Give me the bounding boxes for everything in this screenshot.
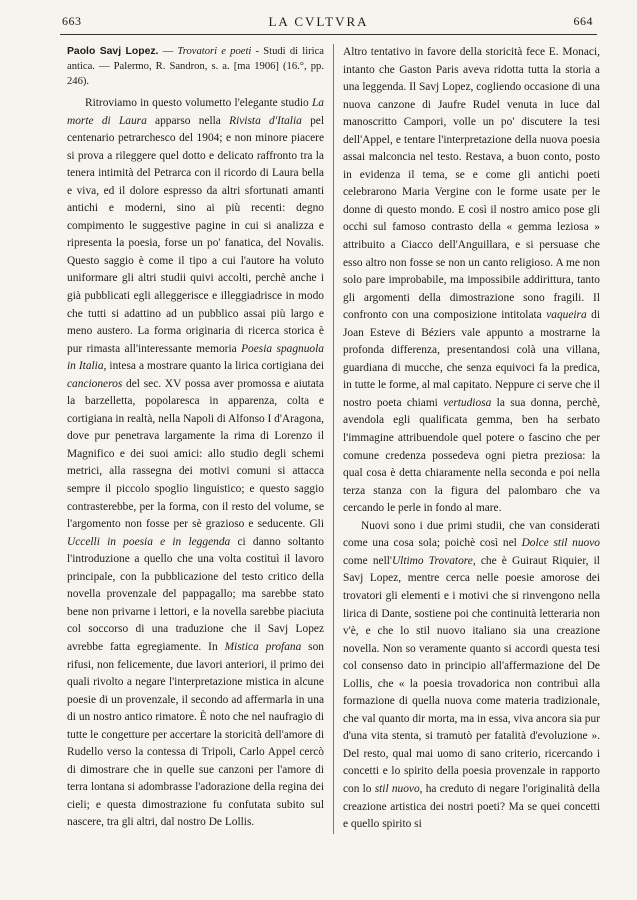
italic-term: cancioneros <box>67 377 123 390</box>
entry-dash: — <box>158 46 178 57</box>
page-number-right: 664 <box>573 14 593 28</box>
text-run: Ritroviamo in questo volumetto l'elegante studio <box>85 97 312 109</box>
italic-title: Ultimo Trovatore, <box>391 554 476 567</box>
italic-term: stil nuovo, <box>374 782 423 795</box>
text-run: la sua donna, perchè, avendola egli qualificata gemma, ben ha serbato l'immagine attribuendole quel potere o fascino che per comune credenza possedeva ogni pietra preziosa: la qual cosa è detta chiaramente nella seconda e poi nella terza stanza con la figura del palombaro che va cercando le perle in fondo al mare. <box>343 396 600 515</box>
entry-author: Paolo Savj Lopez. <box>67 46 159 57</box>
text-run: che è Guiraut Riquier, il Savj Lopez, mentre cerca nelle poesie amorose dei trovatori gli elementi e i motivi che si rinvengono nella lirica di Dante, sostiene poi che continuità letteraria non v'è, e che lo stil nuovo italiano sia una creazione novella. Non so veramente quanto si accordi questa tesi col consenso dato in principio all'affermazione del De Lollis, che « la poesia trovadorica non contribuì alla formazione di quella nuova come materia tradizionale, che val quanto dir morta, ma in essa, viva ancora sia pur d'una vita stenta, si tramutò per fatalità d'evoluzione ». Del resto, qual mai uomo di sano criterio, ricercando i concetti e lo spirito della poesia provenzale in rapporto con lo <box>343 554 600 795</box>
italic-title: Uccelli in poesia e in leggenda <box>67 535 231 548</box>
right-column <box>343 44 600 834</box>
text-run: apparso nella <box>146 114 230 127</box>
italic-title: Rivista d'Italia <box>229 114 302 127</box>
text-run: di Joan Esteve di Béziers vale appunto a mostrarne la profonda differenza, presentandosi colà una villana, guardiana di mucche, che senza equivoci fa la predica, in tutte le forme, al mal capitato. Neppure ci serve che il nostro poeta chiami <box>343 309 600 409</box>
bibliographic-entry <box>67 44 324 89</box>
text-run: ha creduto di negare l'originalità della creazione artistica dei nostri poeti? Ma se quei concetti e quello spirito si <box>343 782 600 831</box>
text-run: pel centenario petrarchesco del 1904; e non minore piacere si prova a rileggere quel dotto e delicato raffronto tra la tenera intimità del Petrarca con il ricordo di Laura bella e viva, ed il dolore espresso da altri sfortunati amanti antichi e moderni, sino ai più recenti: degno compimento le suggestive pagine in cui si analizza e ripresenta la poesia, forse un po' fanatica, del Novalis. Questo saggio è come il tipo a cui l'autore ha voluto uniformare gli altri studii quivi accolti, perchè anche i già pubblicati egli alleggerisce e illeggiadrisce in modo che tutti si adattino ad un pubblico assai più largo e meno austero. La forma originaria di ricerca storica è pur rimasta all'interessante memoria <box>67 114 324 355</box>
italic-title: Mistica profana <box>224 640 302 653</box>
review-paragraph-1 <box>67 95 324 832</box>
text-run: del sec. XV possa aver promossa e aiutata la barzelletta, popolaresca in apparenza, colta e cortigiana in realtà, nella Napoli di Alfonso I d'Aragona, dove pur penetrava largamente la rima di Lorenzo il Magnifico e dei suoi amici: allo studio degli schemi metrici, alla rassegna dei motivi comuni si attacca sempre il piccolo spoglio linguistico; e questo saggio contrasterebbe, per la forma, con il resto del volume, se l'argomento non fosse per sè grazioso e seducente. Gli <box>67 377 324 531</box>
text-run: Nuovi sono i due primi studii, che van considerati come una cosa sola; poichè così nel <box>343 519 600 550</box>
text-run: son rifusi, non felicemente, due lavori anteriori, il primo dei quali rivolto a negare l'interpretazione mistica in alcune poesie di un provenzale, il secondo ad affermarla in una di un nostro antico rimatore. È noto che nel naufragio di tutte le congetture per accertare la storicità dell'amore di Rudello verso la contessa di Tripoli, Carlo Appel cercò di dimostrare che in quelle sue canzoni per l'amore di terra lontana si adombrasse l'adorazione della regina dei cieli; e questa dimostrazione fu confutata subito sul nascere, tra gli altri, dal nostro De Lollis. <box>67 640 324 829</box>
running-title: LA CVLTVRA <box>268 14 369 29</box>
text-run: come nell' <box>343 554 392 567</box>
text-run: ci danno soltanto l'introduzione a quello che una volta costituì il lavoro principale, con la pubblicazione del testo critico della novella provenzale del pappagallo; ma sarebbe stato bene non privarne i lettori, e la novella sarebbe piaciuta col soccorso di una traduzione che il Savj Lopez avrebbe fatta egregiamente. In <box>67 535 324 653</box>
entry-title: Trovatori e poeti <box>177 46 252 57</box>
italic-title: Dolce stil nuovo <box>521 537 600 550</box>
text-run: Altro tentativo in favore della storicità fece E. Monaci, intanto che Gaston Paris aveva ridotta tutta la storia a una leggenda. Il Savj Lopez, cogliendo occasione di una nuova canzone di Jaufre Rudel venuta in luce dal manoscritto Campori, volle un po' discutere la tesi dell'Appel, e tentare l'interpretazione della nuova poesia assai malconcia nel testo. Restava, a buon conto, posto in evidenza il tema, se e come gli antichi poeti celebrarono Maria Vergine con le forme usate per le donne di questo mondo. E così il nostro amico pose gli occhi sul famoso contrasto della « gemma leziosa » attribuito a Ciacco dell'Anguillara, e si persuase che esso altro non fosse se non un canto religioso. A me non solo pare improbabile, ma impossibile addirittura, tanto gli argomenti della dimostrazione sono fragili. Il confronto con una composizione intitolata <box>343 46 600 322</box>
review-paragraph-continued <box>343 44 600 518</box>
italic-term: vaqueira <box>546 309 587 322</box>
page-number-left: 663 <box>62 14 82 28</box>
left-column <box>67 44 324 834</box>
italic-title: La morte di Laura <box>67 97 324 127</box>
italic-term: vertudiosa <box>443 396 492 409</box>
header-rule <box>60 34 597 35</box>
italic-title: Poesia spagnuola in Italia, <box>67 342 324 373</box>
entry-details: - Studi di lirica antica. — Palermo, R. Sandron, s. a. [ma 1906] (16.°, pp. 246). <box>67 46 324 87</box>
column-divider <box>333 44 334 834</box>
review-paragraph-2 <box>343 518 600 834</box>
text-run: intesa a mostrare quanto la lirica cortigiana dei <box>106 360 324 373</box>
